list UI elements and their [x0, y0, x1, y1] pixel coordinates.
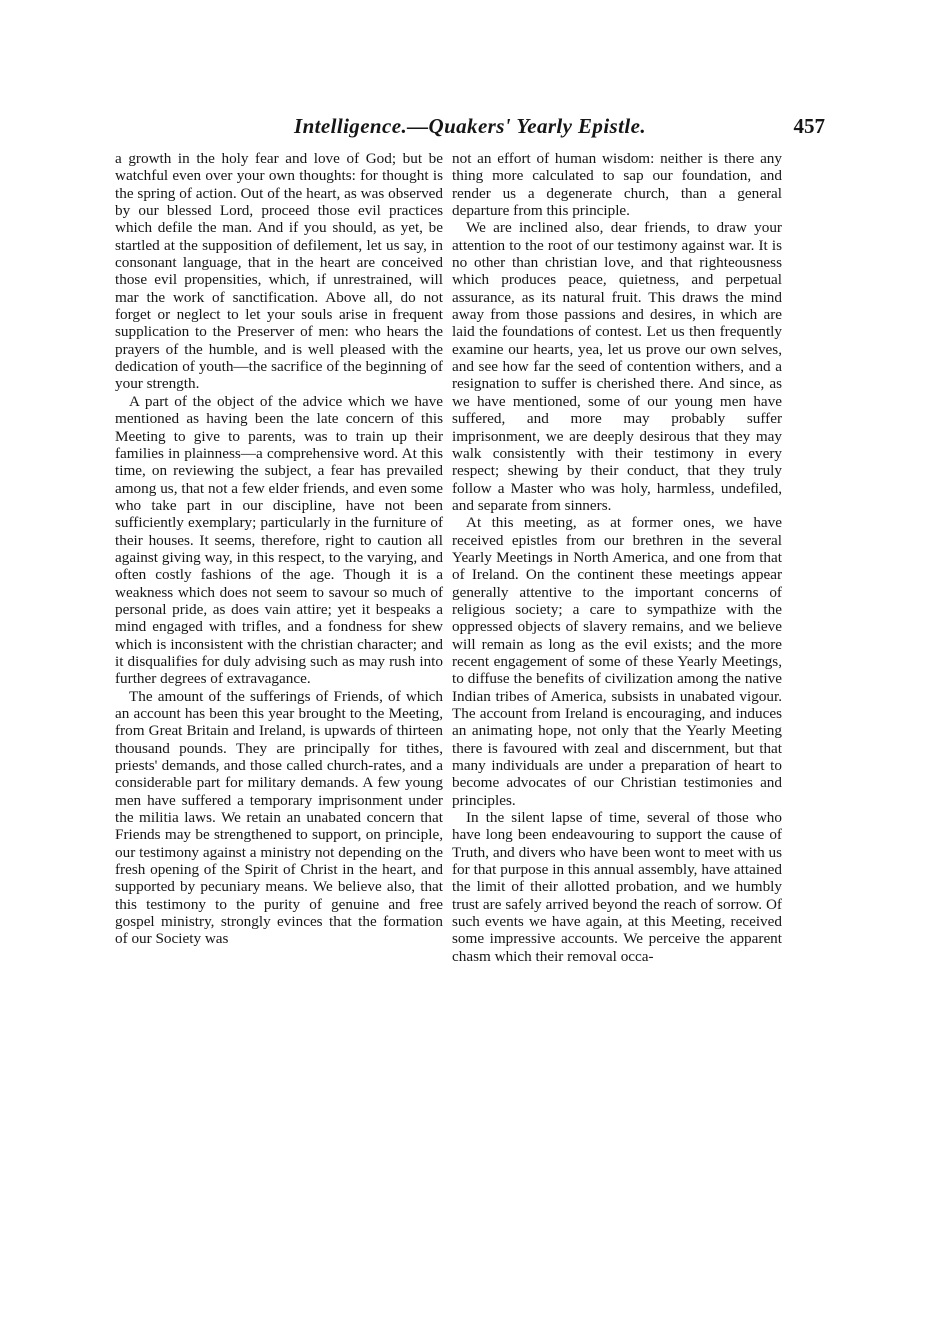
page-number: 457: [793, 114, 825, 138]
page-header: [115, 112, 825, 142]
paragraph: At this meeting, as at former ones, we have received epistles from our brethren in the several Yearly Meetings in North America, and one from that of Ireland. On the continent these meetings appear generally attentive to the important concerns of religious society; a care to sympathize with the oppressed objects of slavery remains, and we believe will remain as long as the evil exists; and the more recent engagement of some of these Yearly Meetings, to diffuse the benefits of civilization among the native Indian tribes of America, subsists in unabated vigour. The account from Ireland is encouraging, and induces an animating hope, not only that the Yearly Meeting there is favoured with zeal and discernment, but that many individuals are under a preparation of heart to become advocates of our Christian testimonies and principles.: [452, 514, 782, 809]
left-column: [115, 150, 443, 948]
paragraph: The amount of the sufferings of Friends, of which an account has been this year brought to the Meeting, from Great Britain and Ireland, is upwards of thirteen thousand pounds. They are principally for tithes, priests' demands, and those called church-rates, and a considerable part for military demands. A few young men have suffered a temporary imprisonment under the militia laws. We retain an unabated concern that Friends may be strengthened to support, on principle, our testimony against a ministry not depending on the fresh opening of the Spirit of Christ in the heart, and supported by pecuniary means. We believe also, that this testimony to the purity of genuine and free gospel ministry, strongly evinces that the formation of our Society was: [115, 687, 443, 948]
paragraph: We are inclined also, dear friends, to draw your attention to the root of our testimony against war. It is no other than christian love, and that righteousness which produces peace, quietness, and perpetual assurance, as its natural fruit. This draws the mind away from those passions and desires, in which are laid the foundations of contest. Let us then frequently examine our hearts, yea, let us prove our own selves, and see how far the seed of contention withers, and a resignation to suffer is cherished there. And since, as we have mentioned, some of our young men have suffered, and more may probably suffer imprisonment, we are deeply desirous that they may walk consistently with their testimony in every respect; shewing by their conduct, that they truly follow a Master who was holy, harmless, undefiled, and separate from sinners.: [452, 219, 782, 514]
paragraph: A part of the object of the advice which we have mentioned as having been the late concern of this Meeting to give to parents, was to train up their families in plainness—a comprehensive word. At this time, on reviewing the subject, a fear has prevailed among us, that not a few elder friends, and even some who take part in our discipline, have not been sufficiently exemplary; particularly in the furniture of their houses. It seems, therefore, right to caution all against giving way, in this respect, to the varying, and often costly fashions of the age. Though it is a weakness which does not seem to savour so much of personal pride, as does vain attire; yet it bespeaks a mind engaged with trifles, and a fondness for shew which is inconsistent with the christian character; and it disqualifies for duly advising such as may rush into further degrees of extravagance.: [115, 392, 443, 688]
paragraph: In the silent lapse of time, several of those who have long been endeavouring to support the cause of Truth, and divers who have been wont to meet with us for that purpose in this annual assembly, have attained the limit of their allotted probation, and we humbly trust are safely arrived beyond the reach of sorrow. Of such events we have again, at this Meeting, received some impressive accounts. We perceive the apparent chasm which their removal occa-: [452, 809, 782, 965]
running-title: Intelligence.—Quakers' Yearly Epistle.: [294, 114, 646, 138]
paragraph: not an effort of human wisdom: neither is there any thing more calculated to sap our foundation, and render us a degenerate church, than a general departure from this principle.: [452, 150, 782, 220]
paragraph: a growth in the holy fear and love of God; but be watchful even over your own thoughts: for thought is the spring of action. Out of the heart, as was observed by our blessed Lord, proceed those evil practices which defile the man. And if you should, as yet, be startled at the supposition of defilement, let us say, in consonant language, that in the heart are conceived those evil propensities, which, if unrestrained, will mar the work of sanctification. Above all, do not forget or neglect to let your souls arise in frequent supplication to the Preserver of men: who hears the prayers of the humble, and is well pleased with the dedication of youth—the sacrifice of the beginning of your strength.: [115, 150, 443, 393]
right-column: [452, 150, 782, 965]
